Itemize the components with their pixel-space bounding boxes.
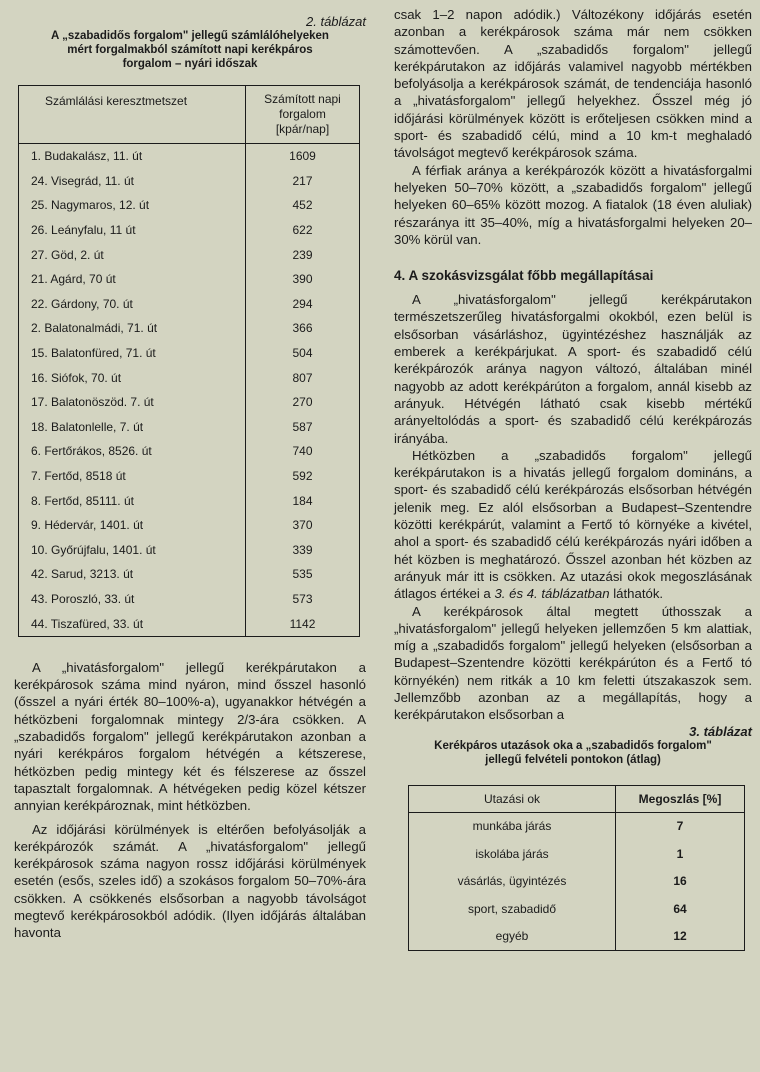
- paragraph: csak 1–2 napon adódik.) Változékony időjárás esetén azonban a kerékpárosok száma már nem csökken számottevően. A „szabadidős forgalom" jellegű kerékpárutakon az időjárás valamivel nagyobb mértékben befolyásolja a kerékpárosok számát, de tendenciája hasonló a „hivatásforgalom" jellegű helyekhez. Ősszel még jó időjárási körülmények között is erőteljesen csökken mind a sport- és szabadidő célú, mind a 10 km-t meghaladó távolságot megtevő kerékpárosok száma.: [394, 7, 752, 161]
- table-row: [409, 840, 745, 868]
- reason-cell: iskolába járás: [409, 840, 616, 868]
- location-cell: 8. Fertőd, 85111. út: [19, 488, 246, 513]
- reason-cell: munkába járás: [409, 812, 616, 840]
- table-row: [19, 365, 360, 390]
- paragraph: [394, 447, 752, 603]
- traffic-value-cell: 339: [246, 538, 360, 563]
- reason-cell: sport, szabadidő: [409, 895, 616, 923]
- table3-title: [394, 739, 752, 767]
- traffic-value-cell: 504: [246, 341, 360, 366]
- table-row: [19, 513, 360, 538]
- table2-col2-header-line: Számított napi: [264, 92, 341, 106]
- traffic-value-cell: 239: [246, 242, 360, 267]
- table-row: [409, 895, 745, 923]
- table2-col1-header: Számlálási keresztmetszet: [19, 86, 246, 144]
- table-row: [409, 923, 745, 951]
- traffic-value-cell: 390: [246, 267, 360, 292]
- table-row: [19, 562, 360, 587]
- traffic-value-cell: 1609: [246, 144, 360, 169]
- table-row: [409, 868, 745, 896]
- table-row: [19, 439, 360, 464]
- table3-title-line: Kerékpáros utazások oka a „szabadidős forgalom": [434, 739, 712, 752]
- table2-col2-header: [246, 86, 360, 144]
- table-row: [19, 390, 360, 415]
- location-cell: 9. Hédervár, 1401. út: [19, 513, 246, 538]
- traffic-value-cell: 270: [246, 390, 360, 415]
- location-cell: 6. Fertőrákos, 8526. út: [19, 439, 246, 464]
- traffic-value-cell: 294: [246, 292, 360, 317]
- location-cell: 16. Siófok, 70. út: [19, 365, 246, 390]
- table3-col2-header: Megoszlás [%]: [616, 785, 745, 812]
- table3-body: [409, 812, 745, 951]
- paragraph: Az időjárási körülmények is eltérően befolyásolják a kerékpározók számát. A „hivatásforgalom" jellegű kerékpárosok száma nagyon rossz időjárási körülmények esetén (esős, szeles idő) a szokásos forgalom 50–70%-ára csökken. A csökkenés elsősorban a nagyobb távolságot megtevő kerékpárosokból adódik. (Ilyen időjárás általában havonta: [14, 821, 366, 941]
- location-cell: 26. Leányfalu, 11 út: [19, 218, 246, 243]
- paragraph-text: Hétközben a „szabadidős forgalom" jellegű kerékpárutakon is a hivatás jellegű forgalom domináns, a sport- és szabadidő célú kerékpározás elsősorban hétvégén jelenik meg. Ez alól elsősorban a Budapest–Szentendre közötti kerékpárút, valamint a Fertő tó környéke a kivétel, ahol a sport- és szabadidő célú kerékpározás nyári időben a hét közben is meghatározó. Ősszel azonban hét közben az arányuk már itt is csökken. Az utazási okok megoszlásának átlagos értékei a: [394, 447, 752, 602]
- traffic-value-cell: 592: [246, 464, 360, 489]
- left-body-text: [14, 659, 366, 942]
- reason-cell: vásárlás, ügyintézés: [409, 868, 616, 896]
- location-cell: 10. Győrújfalu, 1401. út: [19, 538, 246, 563]
- table-row: [409, 812, 745, 840]
- traffic-value-cell: 622: [246, 218, 360, 243]
- traffic-value-cell: 740: [246, 439, 360, 464]
- location-cell: 2. Balatonalmádi, 71. út: [19, 316, 246, 341]
- table3-title-line: jellegű felvételi pontokon (átlag): [485, 753, 661, 766]
- table-row: [19, 341, 360, 366]
- table-row: [19, 538, 360, 563]
- location-cell: 42. Sarud, 3213. út: [19, 562, 246, 587]
- traffic-value-cell: 184: [246, 488, 360, 513]
- left-column: [14, 0, 366, 942]
- traffic-value-cell: 587: [246, 415, 360, 440]
- table-row: [19, 267, 360, 292]
- traffic-value-cell: 370: [246, 513, 360, 538]
- location-cell: 1. Budakalász, 11. út: [19, 144, 246, 169]
- table3: [408, 785, 745, 952]
- table-reference: 3. és 4. táblázatban: [494, 586, 610, 602]
- table2-caption: 2. táblázat: [306, 14, 366, 29]
- location-cell: 24. Visegrád, 11. út: [19, 169, 246, 194]
- table2-title: [14, 29, 366, 71]
- traffic-value-cell: 217: [246, 169, 360, 194]
- table-row: [19, 242, 360, 267]
- location-cell: 44. Tiszafüred, 33. út: [19, 611, 246, 636]
- traffic-value-cell: 366: [246, 316, 360, 341]
- location-cell: 43. Poroszló, 33. út: [19, 587, 246, 612]
- share-value-cell: 64: [616, 895, 745, 923]
- location-cell: 18. Balatonlelle, 7. út: [19, 415, 246, 440]
- right-body-text: [394, 6, 752, 724]
- share-value-cell: 7: [616, 812, 745, 840]
- right-column: [394, 0, 752, 951]
- table2-body: [19, 144, 360, 637]
- reason-cell: egyéb: [409, 923, 616, 951]
- location-cell: 17. Balatonöszöd. 7. út: [19, 390, 246, 415]
- table-row: [19, 611, 360, 636]
- table2-title-line: forgalom – nyári időszak: [122, 58, 258, 70]
- table-row: [19, 144, 360, 169]
- table-row: [19, 193, 360, 218]
- table3-header-row: [409, 785, 745, 812]
- table-row: [19, 169, 360, 194]
- table2-col2-header-line: forgalom: [279, 107, 326, 121]
- table2-col2-header-line: [kpár/nap]: [275, 122, 330, 136]
- table3-col1-header: Utazási ok: [409, 785, 616, 812]
- location-cell: 22. Gárdony, 70. út: [19, 292, 246, 317]
- paragraph: A férfiak aránya a kerékpározók között a hivatásforgalmi helyeken 50–70% között, a „szabadidős forgalom" jellegű helyeken 60–65% között mozog. A fiatalok (18 éven aluliak) részaránya itt 35–40%, míg a hivatásforgalmi helyeken 20–30% körül van.: [394, 162, 752, 247]
- location-cell: 15. Balatonfüred, 71. út: [19, 341, 246, 366]
- table3-caption: 3. táblázat: [689, 723, 752, 739]
- section-heading: 4. A szokásvizsgálat főbb megállapításai: [394, 268, 654, 284]
- paragraph: A kerékpárosok által megtett úthosszak a „hivatásforgalom" jellegű helyeken jellemzően 5 km alattiak, míg a „szabadidős forgalom" jellegű helyeken (elsősorban a Budapest–Szentendre közötti kerékpárúton és a Fertő tó környékén) nem ritkák a 10 km feletti útszakaszok sem. Jellemzőbb azonban az a megállapítás, hogy a kerékpárutakon elsősorban a: [394, 603, 752, 723]
- traffic-value-cell: 573: [246, 587, 360, 612]
- table2-title-line: mért forgalmakból számított napi kerékpáros: [67, 44, 313, 56]
- paragraph: A „hivatásforgalom" jellegű kerékpárutakon természetszerűleg hivatásforgalmi okokból, ezen belül is elsősorban vásárláshoz, ügyintézéshez használják az emberek a kerékpárjukat. A sport- és szabadidő célú kerékpározók aránya nagyon változó, általában minél nagyobb az adott kerékpárúton a forgalom, annál kisebb az arányuk. Hétvégén látható csak kisebb mértékű arányeltolódás a sport- és szabadidő célú kerékpározás irányába.: [394, 292, 752, 446]
- location-cell: 21. Agárd, 70 út: [19, 267, 246, 292]
- table-row: [19, 415, 360, 440]
- table-row: [19, 316, 360, 341]
- table-row: [19, 464, 360, 489]
- traffic-value-cell: 807: [246, 365, 360, 390]
- table-row: [19, 587, 360, 612]
- table-row: [19, 218, 360, 243]
- table-row: [19, 488, 360, 513]
- share-value-cell: 16: [616, 868, 745, 896]
- traffic-value-cell: 535: [246, 562, 360, 587]
- traffic-value-cell: 1142: [246, 611, 360, 636]
- paragraph-text-end: láthatók.: [609, 586, 664, 602]
- table2-header-row: [19, 86, 360, 144]
- location-cell: 27. Göd, 2. út: [19, 242, 246, 267]
- table2-title-line: A „szabadidős forgalom" jellegű számlálóhelyeken: [51, 30, 329, 42]
- table2: [18, 85, 360, 637]
- traffic-value-cell: 452: [246, 193, 360, 218]
- table-row: [19, 292, 360, 317]
- share-value-cell: 12: [616, 923, 745, 951]
- paragraph: A „hivatásforgalom" jellegű kerékpárutakon a kerékpárosok száma mind nyáron, mind ősszel hasonló (ősszel a nyári érték 80–100%-a), ugyanakkor hétvégén a hétközbeni forgalomnak mintegy 2/3-ára csökken. A „szabadidős forgalom" jellegű kerékpárutakon azonban a nyári kerékpáros forgalom hétvégén a kétszerese, hétközben pedig mintegy két és félszerese az ősszel tapasztalt forgalomnak. A hétvégeken pedig közel kétszer annyian kerékpároznak, mint hétközben.: [14, 659, 366, 814]
- location-cell: 25. Nagymaros, 12. út: [19, 193, 246, 218]
- share-value-cell: 1: [616, 840, 745, 868]
- location-cell: 7. Fertőd, 8518 út: [19, 464, 246, 489]
